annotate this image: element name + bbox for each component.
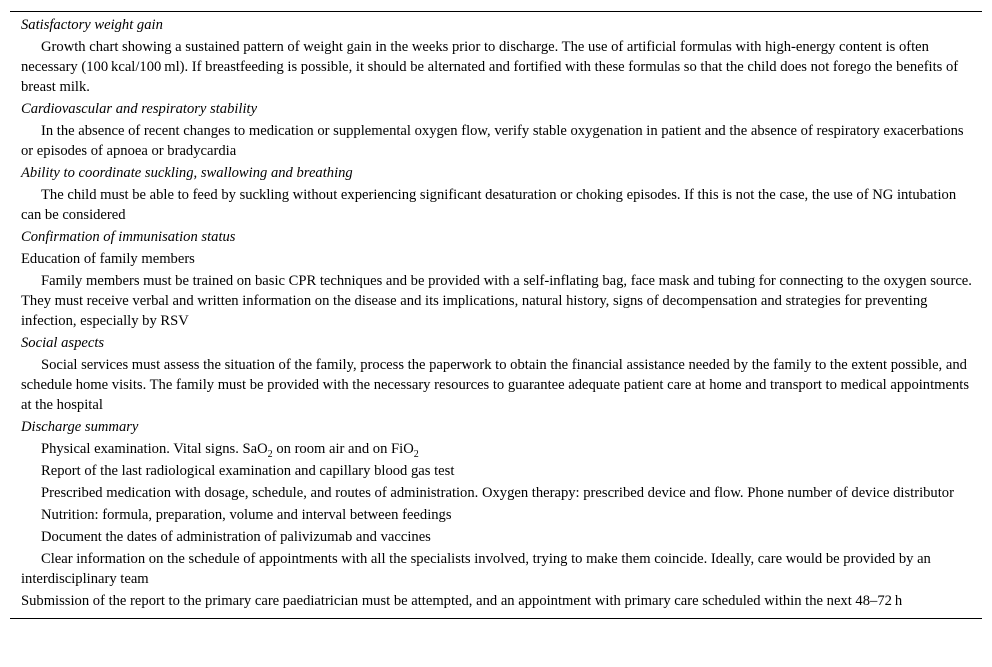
section-heading-weight-gain: Satisfactory weight gain (21, 17, 163, 33)
fio2-subscript: 2 (413, 449, 419, 460)
education-family-text: Family members must be trained on basic CPR techniques and be provided with a self-inflating bag, face mask and tubing for connecting to the oxygen source. They must receive verbal and written information on the disease and its implications, natural history, signs of decompensation and strategies for preventing infection, especially by RSV (21, 273, 972, 329)
primary-care-report-text: Submission of the report to the primary care paediatrician must be attempted, and an appointment with primary care scheduled within the next 48–72 h (21, 593, 903, 609)
section-heading-cardio-respiratory: Cardiovascular and respiratory stability (21, 101, 258, 117)
discharge-criteria-table (10, 11, 982, 619)
physical-exam-text (10, 438, 982, 460)
nutrition-text: Nutrition: formula, preparation, volume and interval between feedings (41, 507, 452, 523)
palivizumab-text: Document the dates of administration of palivizumab and vaccines (41, 529, 431, 545)
medication-text: Prescribed medication with dosage, schedule, and routes of administration. Oxygen therapy: prescribed device and flow. Phone number of device distributor (41, 485, 954, 501)
cardio-respiratory-text: In the absence of recent changes to medication or supplemental oxygen flow, verify stable oxygenation in patient and the absence of respiratory exacerbations or episodes of apnoea or bradycardia (21, 123, 964, 159)
social-text: Social services must assess the situation of the family, process the paperwork to obtain the financial assistance needed by the family to the extent possible, and schedule home visits. The family must be provided with the necessary resources to guarantee adequate patient care at home and transport to medical appointments at the hospital (21, 357, 970, 413)
radiology-report-text: Report of the last radiological examination and capillary blood gas test (41, 463, 455, 479)
physical-exam-part2: on room air and on FiO (272, 441, 414, 457)
suckling-text: The child must be able to feed by suckling without experiencing significant desaturation or choking episodes. If this is not the case, the use of NG intubation can be considered (21, 187, 957, 223)
section-heading-social: Social aspects (21, 335, 105, 351)
section-heading-immunisation: Confirmation of immunisation status (21, 229, 236, 245)
sao2-subscript: 2 (267, 449, 273, 460)
section-heading-discharge-summary: Discharge summary (21, 419, 139, 435)
weight-gain-text: Growth chart showing a sustained pattern of weight gain in the weeks prior to discharge. The use of artificial formulas with high-energy content is often necessary (100 kcal/100 ml). If breastfeeding is possible, it should be alternated and fortified with these formulas so that the child does not forego the benefits of breast milk. (21, 39, 959, 95)
section-education-family: Education of family members (21, 251, 195, 267)
section-heading-suckling: Ability to coordinate suckling, swallowing and breathing (21, 165, 353, 181)
appointments-text: Clear information on the schedule of appointments with all the specialists involved, trying to make them coincide. Ideally, care would be provided by an interdisciplinary team (21, 551, 931, 587)
physical-exam-part1: Physical examination. Vital signs. SaO (41, 441, 268, 457)
